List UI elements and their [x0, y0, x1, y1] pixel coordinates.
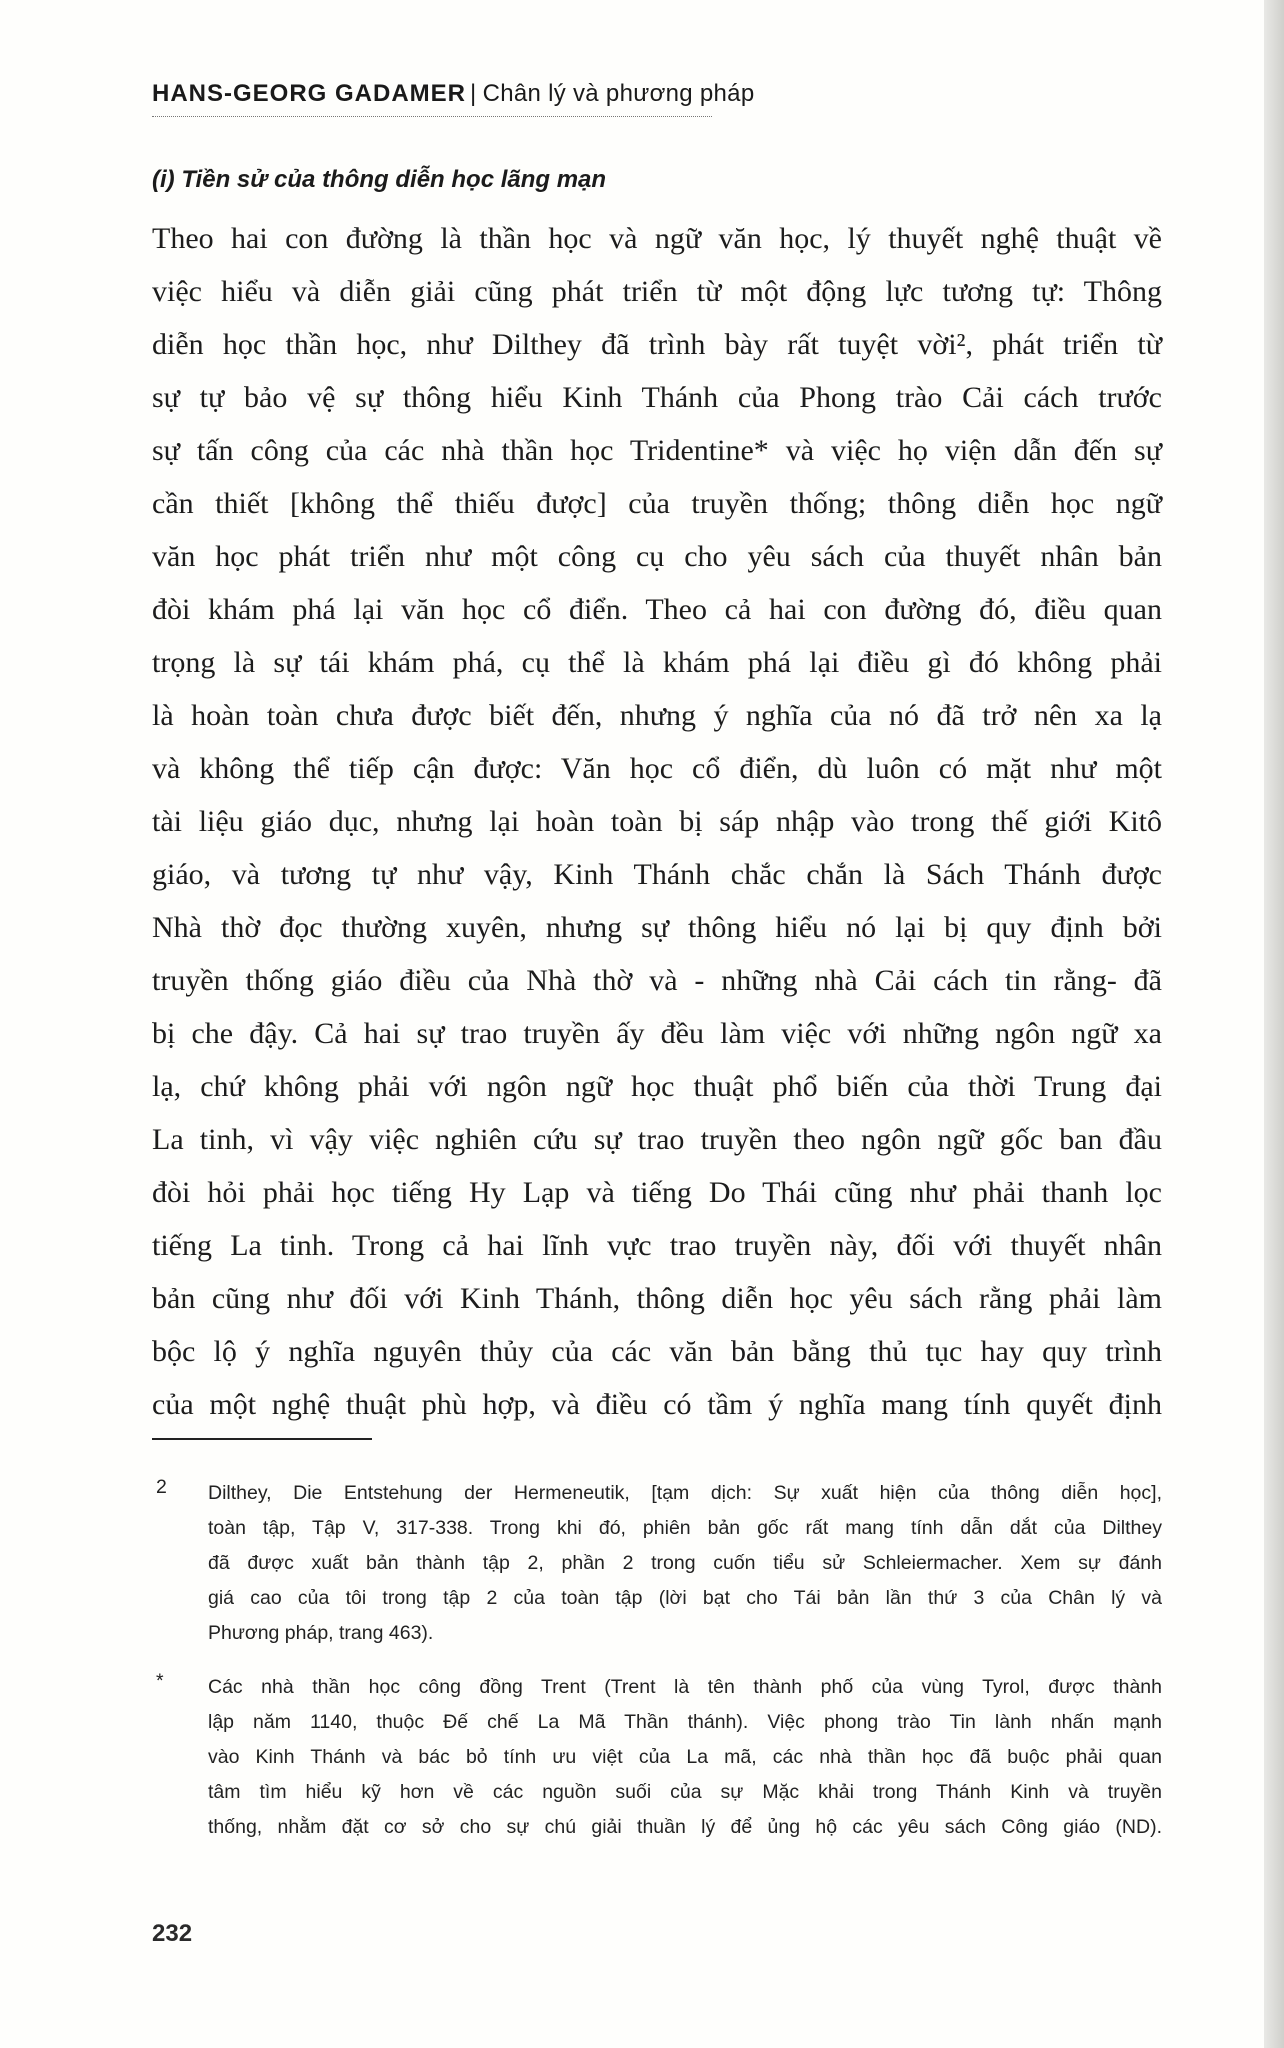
body-line: diễn học thần học, như Dilthey đã trình bày rất tuyệt vời², phát triển từ: [152, 328, 1162, 361]
body-line: tài liệu giáo dục, nhưng lại hoàn toàn bị sáp nhập vào trong thế giới Kitô: [152, 805, 1162, 838]
body-line: lạ, chứ không phải với ngôn ngữ học thuật phổ biến của thời Trung đại: [152, 1070, 1162, 1103]
body-line: tiếng La tinh. Trong cả hai lĩnh vực trao truyền này, đối với thuyết nhân: [152, 1229, 1162, 1262]
body-line: đòi khám phá lại văn học cổ điển. Theo cả hai con đường đó, điều quan: [152, 593, 1162, 626]
footnote-line: Các nhà thần học công đồng Trent (Trent là tên thành phố của vùng Tyrol, được thành: [208, 1676, 1162, 1698]
body-line: đòi hỏi phải học tiếng Hy Lạp và tiếng Do Thái cũng như phải thanh lọc: [152, 1176, 1162, 1209]
body-line: bản cũng như đối với Kinh Thánh, thông diễn học yêu sách rằng phải làm: [152, 1282, 1162, 1315]
body-line: cần thiết [không thể thiếu được] của truyền thống; thông diễn học ngữ: [152, 487, 1162, 520]
footnote-2: [152, 1476, 1162, 1651]
body-line: truyền thống giáo điều của Nhà thờ và - những nhà Cải cách tin rằng- đã: [152, 964, 1162, 997]
body-line: bị che đậy. Cả hai sự trao truyền ấy đều làm việc với những ngôn ngữ xa: [152, 1017, 1162, 1050]
header-book-title: Chân lý và phương pháp: [482, 80, 755, 107]
body-line: và không thể tiếp cận được: Văn học cổ điển, dù luôn có mặt như một: [152, 752, 1162, 785]
body-line: giáo, và tương tự như vậy, Kinh Thánh chắc chắn là Sách Thánh được: [152, 858, 1162, 891]
body-line: Theo hai con đường là thần học và ngữ văn học, lý thuyết nghệ thuật về: [152, 222, 1162, 255]
body-line: trọng là sự tái khám phá, cụ thể là khám phá lại điều gì đó không phải: [152, 646, 1162, 679]
body-line: La tinh, vì vậy việc nghiên cứu sự trao truyền theo ngôn ngữ gốc ban đầu: [152, 1123, 1162, 1156]
body-line: việc hiểu và diễn giải cũng phát triển từ một động lực tương tự: Thông: [152, 275, 1162, 308]
footnote-line: thống, nhằm đặt cơ sở cho sự chú giải thuần lý để ủng hộ các yêu sách Công giáo (ND).: [208, 1816, 1162, 1838]
footnote-line: Dilthey, Die Entstehung der Hermeneutik, [tạm dịch: Sự xuất hiện của thông diễn học],: [208, 1482, 1162, 1504]
running-header: [152, 80, 754, 108]
footnote-line: tâm tìm hiểu kỹ hơn về các nguồn suối của sự Mặc khải trong Thánh Kinh và truyền: [208, 1781, 1162, 1803]
footnote-asterisk: [152, 1670, 1162, 1845]
body-line: sự tấn công của các nhà thần học Tridentine* và việc họ viện dẫn đến sự: [152, 434, 1162, 467]
footnote-line: lập năm 1140, thuộc Đế chế La Mã Thần thánh). Việc phong trào Tin lành nhấn mạnh: [208, 1711, 1162, 1733]
page-edge-shadow: [1264, 0, 1284, 2048]
footnote-line: Phương pháp, trang 463).: [208, 1622, 434, 1644]
section-heading: (i) Tiền sử của thông diễn học lãng mạn: [152, 166, 607, 193]
header-rule: [152, 116, 712, 117]
footnote-line: đã được xuất bản thành tập 2, phần 2 trong cuốn tiểu sử Schleiermacher. Xem sự đánh: [208, 1552, 1162, 1574]
body-text: [152, 212, 1162, 1431]
body-line: văn học phát triển như một công cụ cho yêu sách của thuyết nhân bản: [152, 540, 1162, 573]
body-line: sự tự bảo vệ sự thông hiểu Kinh Thánh của Phong trào Cải cách trước: [152, 381, 1162, 414]
footnote-line: vào Kinh Thánh và bác bỏ tính ưu việt của La mã, các nhà thần học đã buộc phải quan: [208, 1746, 1162, 1768]
header-separator: |: [470, 80, 477, 107]
body-line: Nhà thờ đọc thường xuyên, nhưng sự thông hiểu nó lại bị quy định bởi: [152, 911, 1162, 944]
body-line: của một nghệ thuật phù hợp, và điều có tầm ý nghĩa mang tính quyết định: [152, 1388, 1162, 1421]
body-line: là hoàn toàn chưa được biết đến, nhưng ý nghĩa của nó đã trở nên xa lạ: [152, 699, 1162, 732]
header-author: HANS-GEORG GADAMER: [152, 80, 467, 107]
footnote-rule: [152, 1438, 372, 1440]
body-line: bộc lộ ý nghĩa nguyên thủy của các văn bản bằng thủ tục hay quy trình: [152, 1335, 1162, 1368]
footnote-marker: 2: [156, 1476, 167, 1498]
footnote-marker: *: [156, 1670, 164, 1692]
footnote-line: toàn tập, Tập V, 317-338. Trong khi đó, phiên bản gốc rất mang tính dẫn dắt của Dilthey: [208, 1517, 1162, 1539]
footnote-line: giá cao của tôi trong tập 2 của toàn tập (lời bạt cho Tái bản lần thứ 3 của Chân lý và: [208, 1587, 1162, 1609]
page-number: 232: [152, 1920, 193, 1947]
